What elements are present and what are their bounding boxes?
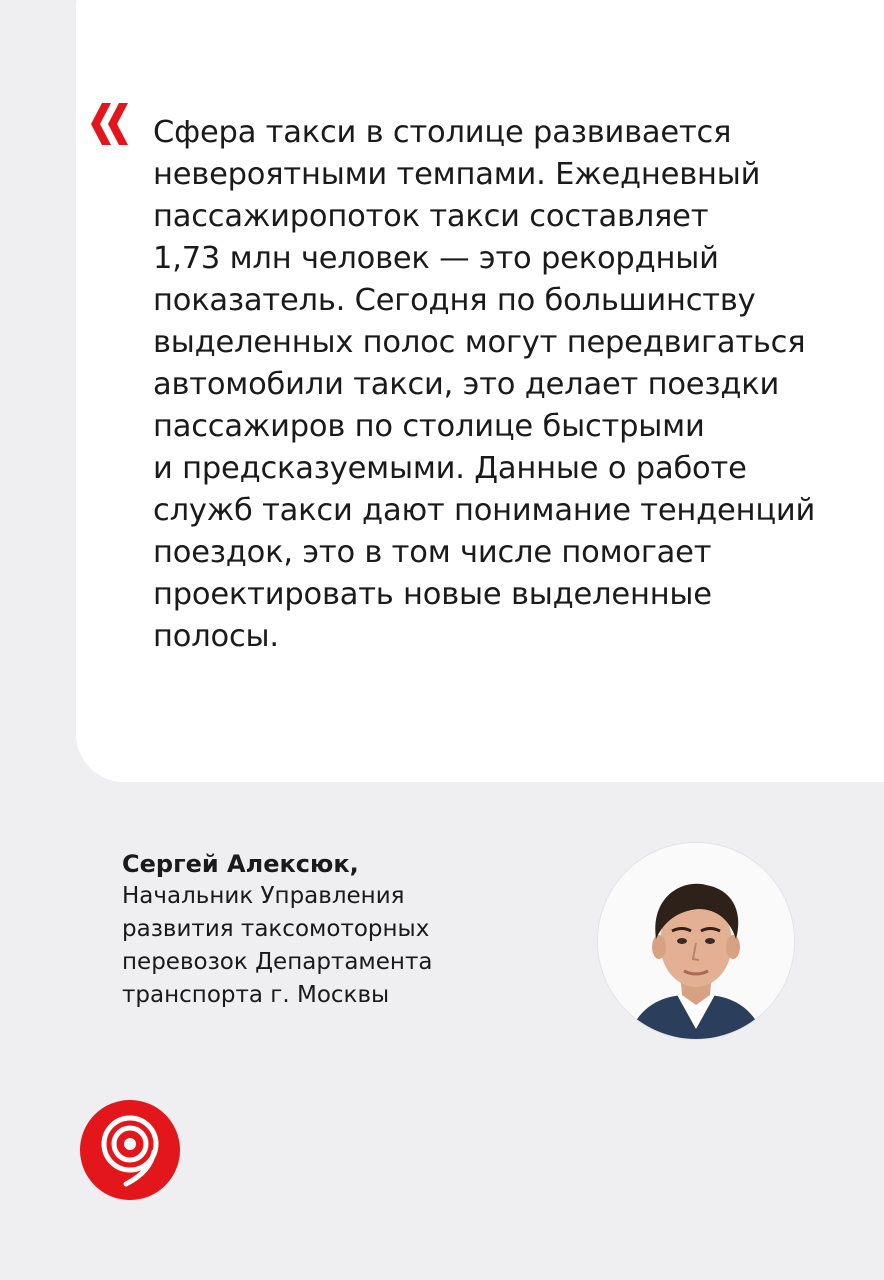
- author-role-line: транспорта г. Москвы: [122, 982, 390, 1008]
- portrait-photo: [598, 843, 794, 1039]
- quote-line: служб такси дают понимание тенденций: [153, 493, 816, 528]
- red-circle-logo-icon: [80, 1100, 180, 1200]
- author-role-line: развития таксомоторных: [122, 916, 430, 942]
- quote-line: 1,73 млн человек — это рекордный: [153, 241, 719, 276]
- open-quote-icon: [88, 100, 136, 148]
- avatar: [598, 843, 794, 1039]
- author-block: [122, 848, 542, 1012]
- quote-line: пассажиропоток такси составляет: [153, 199, 709, 234]
- author-role-line: Начальник Управления: [122, 883, 405, 909]
- quote-line: полосы.: [153, 619, 279, 654]
- quote-text: [153, 112, 843, 658]
- quote-line: поездок, это в том числе помогает: [153, 535, 712, 570]
- author-name: Сергей Алексюк,: [122, 850, 359, 878]
- quote-line: невероятными темпами. Ежедневный: [153, 157, 761, 192]
- quote-line: Сфера такси в столице развивается: [153, 115, 732, 150]
- quote-line: и предсказуемыми. Данные о работе: [153, 451, 747, 486]
- quote-line: показатель. Сегодня по большинству: [153, 283, 756, 318]
- quote-line: пассажиров по столице быстрыми: [153, 409, 705, 444]
- author-role-line: перевозок Департамента: [122, 949, 433, 975]
- quote-line: выделенных полос могут передвигаться: [153, 325, 806, 360]
- quote-line: проектировать новые выделенные: [153, 577, 712, 612]
- author-role: [122, 880, 542, 1012]
- quote-line: автомобили такси, это делает поездки: [153, 367, 780, 402]
